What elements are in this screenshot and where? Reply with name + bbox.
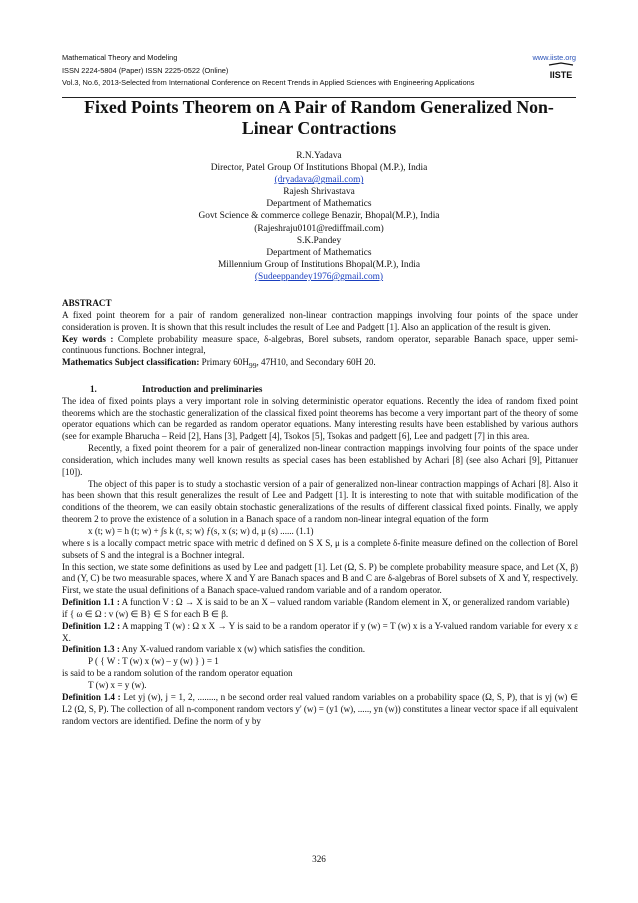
definition-label: Definition 1.4 : bbox=[62, 691, 121, 702]
journal-header bbox=[62, 52, 576, 90]
msc-paragraph bbox=[62, 357, 578, 372]
keywords-paragraph bbox=[62, 334, 578, 358]
definition-label: Definition 1.3 : bbox=[62, 644, 120, 655]
msc-label: Mathematics Subject classification: bbox=[62, 357, 200, 368]
definition-text: A function V : Ω → X is said to be an X – valued random variable (Random element in X, or generalized random variable) bbox=[119, 597, 570, 608]
definition-1-1-cont: if { ω ∈ Ω : v (w) ∈ B} ∈ S for each B ∈ β. bbox=[62, 608, 229, 619]
msc-sub: 99 bbox=[248, 361, 257, 371]
journal-name: Mathematical Theory and Modeling bbox=[62, 53, 178, 62]
author-line: Department of Mathematics bbox=[266, 199, 372, 210]
intro-paragraph-5: In this section, we state some definitions as used by Lee and padgett [1]. Let (Ω, S. P) be complete probability measure space, and Let (X, β) and (Y, C) be two measurable spaces, where X and Y are Banach spaces and B and C are δ-algebras of Borel subsets of X and Y, respectively. First, we state the usual definitions of a Banach space-valued random variable and of a random operator. bbox=[62, 561, 578, 596]
definition-text: Any X-valued random variable x (w) which satisfies the condition. bbox=[119, 644, 366, 655]
logo-text: IISTE bbox=[549, 70, 573, 80]
abstract-heading: ABSTRACT bbox=[62, 298, 112, 308]
section-number: 1. bbox=[90, 383, 97, 394]
definition-text: A mapping T (w) : Ω x X → Y is said to be a random operator if y (w) = T (w) x is a Y-valued random variable for every x ε X. bbox=[62, 620, 578, 643]
author-email-link[interactable]: (Sudeeppandey1976@gmail.com) bbox=[254, 271, 384, 282]
intro-paragraph-3: The object of this paper is to study a stochastic version of a pair of generalized non-linear contraction mappings of Achari [8]. Also it has been shown that this result generalizes the result of Lee and Padgett [1]. It is interesting to note that with suitable modification of the conditions of the theorem, we can easily obtain stochastic generalizations of the results of different classical fixed points. Finally, we apply theorem 2 to prove the existence of a solution in a Banach space of a random non-linear integral equation of the form bbox=[62, 478, 578, 525]
definition-label: Definition 1.1 : bbox=[62, 597, 120, 608]
intro-paragraph-1: The idea of fixed points plays a very important role in solving deterministic operator equations. Recently the idea of random fixed point theorems which are the stochastic generalization of the classical fixed point theorems has become a very important part of the theory of some operator equations which can be regarded as random operator equations. Many interesting results have been established by various authors (see for example Bharucha – Reid [2], Hans [3], Padgett [4], Tsokos [5], Tsokas and padgett [6], Lee and padgett [7] in this area. bbox=[62, 395, 578, 442]
author-block bbox=[62, 150, 576, 283]
definition-label: Definition 1.2 : bbox=[62, 620, 121, 631]
journal-volume: Vol.3, No.6, 2013-Selected from International Conference on Recent Trends in Applied Sciences with Engineering Applications bbox=[62, 78, 475, 88]
author-line: Govt Science & commerce college Benazir, Bhopal(M.P.), India bbox=[198, 211, 440, 222]
keywords-text: Complete probability measure space, δ-algebras, Borel subsets, random operator, separable Banach space, upper semi-continuous functions. Bochner integral, bbox=[62, 333, 579, 356]
section-title: Introduction and preliminaries bbox=[142, 383, 263, 394]
author-line: (Rajeshraju0101@rediffmail.com) bbox=[254, 223, 384, 234]
intro-paragraph-4: where s is a locally compact metric space with metric d defined on S X S, μ is a complete δ-finite measure defined on the collection of Borel subsets of S and the integral is a Bochner integral. bbox=[62, 537, 578, 560]
keywords-label: Key words : bbox=[62, 333, 114, 344]
author-email-link[interactable]: (dryadava@gmail.com) bbox=[274, 175, 364, 186]
definition-1-3-equation: P ( { W : T (w) x (w) – y (w) } ) = 1 bbox=[88, 656, 219, 667]
definition-1-1 bbox=[62, 597, 578, 609]
author-line: Rajesh Shrivastava bbox=[283, 187, 355, 198]
author-line: Director, Patel Group Of Institutions Bhopal (M.P.), India bbox=[210, 163, 428, 174]
msc-pre: Primary 60H bbox=[199, 357, 249, 368]
iiste-logo-icon bbox=[546, 62, 576, 82]
definition-1-3 bbox=[62, 644, 578, 656]
abstract-text: A fixed point theorem for a pair of random generalized non-linear contraction mappings involving four points of the space under consideration is proven. It is shown that this result includes the result of Lee and Padgett [1]. Also an application of the result is given. bbox=[62, 309, 578, 332]
integral-equation: x (t; w) = h (t; w) + ∫s k (t, s; w) ƒ(s, x (s; w) d, μ (s) ...... (1.1) bbox=[88, 526, 314, 536]
msc-post: , 47H10, and Secondary 60H 20. bbox=[256, 357, 376, 368]
section-heading bbox=[62, 384, 578, 396]
definition-1-3-equation-2: T (w) x = y (w). bbox=[88, 679, 147, 690]
paper-body bbox=[62, 298, 578, 727]
author-line: Millennium Group of Institutions Bhopal(M.P.), India bbox=[217, 259, 421, 270]
definition-text: Let yj (w), j = 1, 2, ........, n be second order real valued random variables on a probability space (Ω, S, P), that is yj (w) ∈ L2 (Ω, S, P). The collection of all n-component random vectors y' (w) = (y1 (w), ....., yn (w)) constitutes a linear vector space if all equivalent random vectors are identified. Define the norm of y by bbox=[62, 691, 578, 726]
intro-paragraph-2: Recently, a fixed point theorem for a pair of generalized non-linear contraction mappings involving four points of the space under consideration, which includes many well known results as special cases has been established by Achari [8] (see also Achari [9], Pittanuer [10]). bbox=[62, 443, 578, 477]
paper-title: Fixed Points Theorem on A Pair of Random Generalized Non-Linear Contractions bbox=[84, 97, 554, 138]
author-line: Department of Mathematics bbox=[266, 247, 372, 258]
page-number: 326 bbox=[312, 854, 326, 864]
journal-url-link[interactable]: www.iiste.org bbox=[532, 53, 576, 62]
definition-1-2 bbox=[62, 621, 578, 645]
definition-1-3-after: is said to be a random solution of the random operator equation bbox=[62, 668, 293, 679]
definition-1-4 bbox=[62, 692, 578, 728]
journal-issn: ISSN 2224-5804 (Paper) ISSN 2225-0522 (Online) bbox=[62, 65, 229, 75]
author-line: R.N.Yadava bbox=[296, 151, 342, 161]
author-line: S.K.Pandey bbox=[296, 235, 342, 246]
